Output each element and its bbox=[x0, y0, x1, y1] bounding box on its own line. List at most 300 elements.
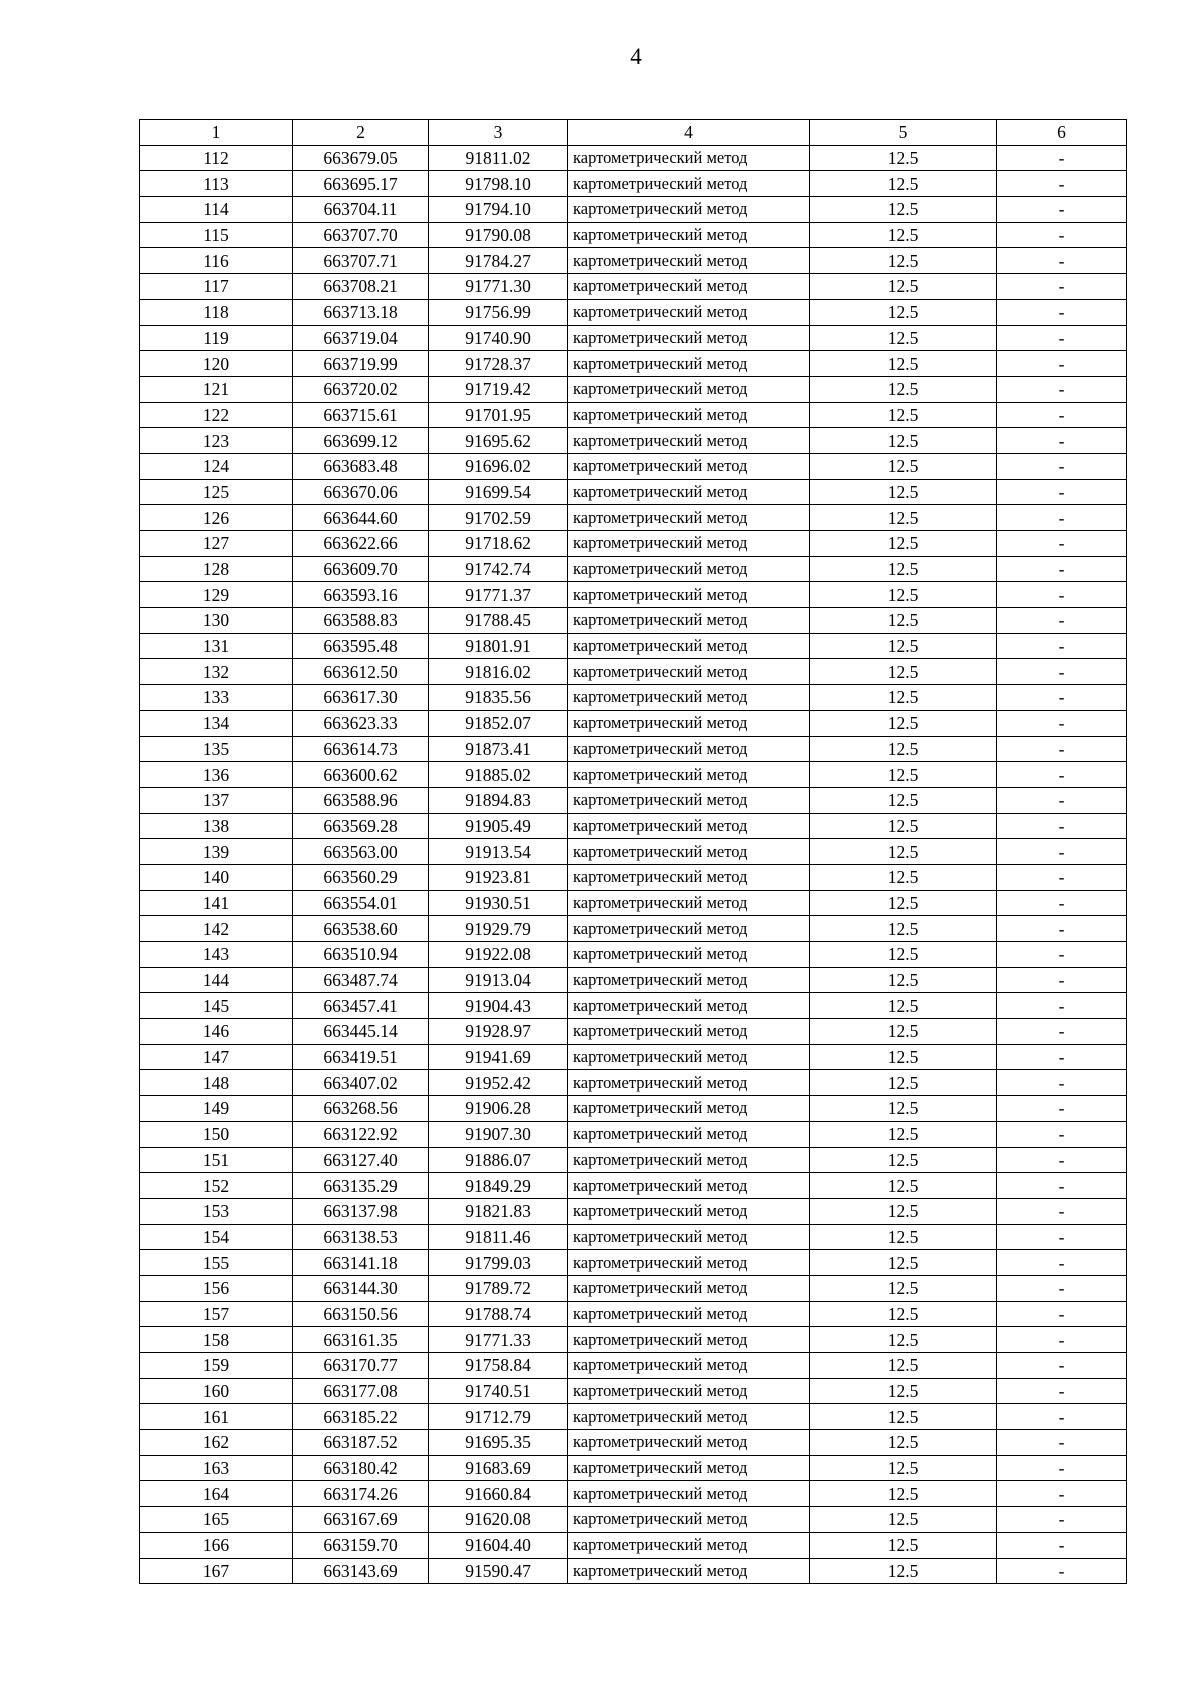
precision-cell: 12.5 bbox=[810, 864, 997, 890]
x-coordinate-cell: 663185.22 bbox=[293, 1404, 429, 1430]
table-header-row bbox=[140, 120, 1127, 146]
column-header: 3 bbox=[429, 120, 568, 146]
point-number-cell: 125 bbox=[140, 479, 293, 505]
precision-cell: 12.5 bbox=[810, 376, 997, 402]
note-cell: - bbox=[997, 1250, 1127, 1276]
y-coordinate-cell: 91695.35 bbox=[429, 1430, 568, 1456]
note-cell: - bbox=[997, 608, 1127, 634]
x-coordinate-cell: 663713.18 bbox=[293, 299, 429, 325]
note-cell: - bbox=[997, 1019, 1127, 1045]
point-number-cell: 140 bbox=[140, 864, 293, 890]
table-row bbox=[140, 942, 1127, 968]
point-number-cell: 164 bbox=[140, 1481, 293, 1507]
table-row bbox=[140, 531, 1127, 557]
method-cell: картометрический метод bbox=[568, 1404, 810, 1430]
precision-cell: 12.5 bbox=[810, 556, 997, 582]
x-coordinate-cell: 663159.70 bbox=[293, 1532, 429, 1558]
x-coordinate-cell: 663167.69 bbox=[293, 1507, 429, 1533]
point-number-cell: 142 bbox=[140, 916, 293, 942]
precision-cell: 12.5 bbox=[810, 145, 997, 171]
y-coordinate-cell: 91790.08 bbox=[429, 222, 568, 248]
table-row bbox=[140, 1532, 1127, 1558]
table-row bbox=[140, 1250, 1127, 1276]
y-coordinate-cell: 91788.74 bbox=[429, 1301, 568, 1327]
y-coordinate-cell: 91798.10 bbox=[429, 171, 568, 197]
precision-cell: 12.5 bbox=[810, 1455, 997, 1481]
x-coordinate-cell: 663135.29 bbox=[293, 1173, 429, 1199]
method-cell: картометрический метод bbox=[568, 222, 810, 248]
method-cell: картометрический метод bbox=[568, 1224, 810, 1250]
note-cell: - bbox=[997, 479, 1127, 505]
precision-cell: 12.5 bbox=[810, 299, 997, 325]
y-coordinate-cell: 91604.40 bbox=[429, 1532, 568, 1558]
precision-cell: 12.5 bbox=[810, 736, 997, 762]
x-coordinate-cell: 663510.94 bbox=[293, 942, 429, 968]
y-coordinate-cell: 91699.54 bbox=[429, 479, 568, 505]
note-cell: - bbox=[997, 710, 1127, 736]
point-number-cell: 144 bbox=[140, 967, 293, 993]
note-cell: - bbox=[997, 1275, 1127, 1301]
precision-cell: 12.5 bbox=[810, 222, 997, 248]
note-cell: - bbox=[997, 1301, 1127, 1327]
table-row bbox=[140, 1198, 1127, 1224]
y-coordinate-cell: 91728.37 bbox=[429, 351, 568, 377]
x-coordinate-cell: 663588.83 bbox=[293, 608, 429, 634]
y-coordinate-cell: 91756.99 bbox=[429, 299, 568, 325]
note-cell: - bbox=[997, 762, 1127, 788]
y-coordinate-cell: 91885.02 bbox=[429, 762, 568, 788]
point-number-cell: 160 bbox=[140, 1378, 293, 1404]
precision-cell: 12.5 bbox=[810, 1224, 997, 1250]
table-row bbox=[140, 736, 1127, 762]
precision-cell: 12.5 bbox=[810, 813, 997, 839]
note-cell: - bbox=[997, 145, 1127, 171]
y-coordinate-cell: 91905.49 bbox=[429, 813, 568, 839]
x-coordinate-cell: 663161.35 bbox=[293, 1327, 429, 1353]
precision-cell: 12.5 bbox=[810, 402, 997, 428]
point-number-cell: 141 bbox=[140, 890, 293, 916]
point-number-cell: 154 bbox=[140, 1224, 293, 1250]
precision-cell: 12.5 bbox=[810, 1070, 997, 1096]
x-coordinate-cell: 663595.48 bbox=[293, 633, 429, 659]
y-coordinate-cell: 91913.04 bbox=[429, 967, 568, 993]
method-cell: картометрический метод bbox=[568, 171, 810, 197]
method-cell: картометрический метод bbox=[568, 248, 810, 274]
method-cell: картометрический метод bbox=[568, 1455, 810, 1481]
point-number-cell: 137 bbox=[140, 787, 293, 813]
note-cell: - bbox=[997, 299, 1127, 325]
method-cell: картометрический метод bbox=[568, 1147, 810, 1173]
method-cell: картометрический метод bbox=[568, 685, 810, 711]
note-cell: - bbox=[997, 736, 1127, 762]
point-number-cell: 151 bbox=[140, 1147, 293, 1173]
column-header: 2 bbox=[293, 120, 429, 146]
precision-cell: 12.5 bbox=[810, 1430, 997, 1456]
table-row bbox=[140, 864, 1127, 890]
method-cell: картометрический метод bbox=[568, 1558, 810, 1584]
point-number-cell: 118 bbox=[140, 299, 293, 325]
note-cell: - bbox=[997, 813, 1127, 839]
point-number-cell: 165 bbox=[140, 1507, 293, 1533]
y-coordinate-cell: 91886.07 bbox=[429, 1147, 568, 1173]
x-coordinate-cell: 663679.05 bbox=[293, 145, 429, 171]
table-row bbox=[140, 787, 1127, 813]
precision-cell: 12.5 bbox=[810, 325, 997, 351]
y-coordinate-cell: 91590.47 bbox=[429, 1558, 568, 1584]
note-cell: - bbox=[997, 248, 1127, 274]
note-cell: - bbox=[997, 1378, 1127, 1404]
x-coordinate-cell: 663170.77 bbox=[293, 1353, 429, 1379]
point-number-cell: 134 bbox=[140, 710, 293, 736]
method-cell: картометрический метод bbox=[568, 1507, 810, 1533]
x-coordinate-cell: 663683.48 bbox=[293, 453, 429, 479]
table-row bbox=[140, 685, 1127, 711]
table-row bbox=[140, 1378, 1127, 1404]
method-cell: картометрический метод bbox=[568, 1301, 810, 1327]
x-coordinate-cell: 663554.01 bbox=[293, 890, 429, 916]
precision-cell: 12.5 bbox=[810, 993, 997, 1019]
method-cell: картометрический метод bbox=[568, 1173, 810, 1199]
precision-cell: 12.5 bbox=[810, 1121, 997, 1147]
method-cell: картометрический метод bbox=[568, 1532, 810, 1558]
y-coordinate-cell: 91719.42 bbox=[429, 376, 568, 402]
y-coordinate-cell: 91794.10 bbox=[429, 197, 568, 223]
x-coordinate-cell: 663180.42 bbox=[293, 1455, 429, 1481]
point-number-cell: 139 bbox=[140, 839, 293, 865]
x-coordinate-cell: 663609.70 bbox=[293, 556, 429, 582]
method-cell: картометрический метод bbox=[568, 428, 810, 454]
point-number-cell: 156 bbox=[140, 1275, 293, 1301]
table-row bbox=[140, 633, 1127, 659]
y-coordinate-cell: 91740.90 bbox=[429, 325, 568, 351]
column-header: 1 bbox=[140, 120, 293, 146]
x-coordinate-cell: 663588.96 bbox=[293, 787, 429, 813]
table-row bbox=[140, 505, 1127, 531]
precision-cell: 12.5 bbox=[810, 479, 997, 505]
y-coordinate-cell: 91701.95 bbox=[429, 402, 568, 428]
point-number-cell: 146 bbox=[140, 1019, 293, 1045]
note-cell: - bbox=[997, 787, 1127, 813]
x-coordinate-cell: 663560.29 bbox=[293, 864, 429, 890]
y-coordinate-cell: 91913.54 bbox=[429, 839, 568, 865]
y-coordinate-cell: 91771.33 bbox=[429, 1327, 568, 1353]
point-number-cell: 167 bbox=[140, 1558, 293, 1584]
precision-cell: 12.5 bbox=[810, 762, 997, 788]
note-cell: - bbox=[997, 531, 1127, 557]
x-coordinate-cell: 663445.14 bbox=[293, 1019, 429, 1045]
table-row bbox=[140, 916, 1127, 942]
method-cell: картометрический метод bbox=[568, 1481, 810, 1507]
table-row bbox=[140, 1430, 1127, 1456]
x-coordinate-cell: 663143.69 bbox=[293, 1558, 429, 1584]
method-cell: картометрический метод bbox=[568, 942, 810, 968]
y-coordinate-cell: 91928.97 bbox=[429, 1019, 568, 1045]
table-row bbox=[140, 1044, 1127, 1070]
point-number-cell: 148 bbox=[140, 1070, 293, 1096]
precision-cell: 12.5 bbox=[810, 1404, 997, 1430]
point-number-cell: 157 bbox=[140, 1301, 293, 1327]
method-cell: картометрический метод bbox=[568, 1121, 810, 1147]
point-number-cell: 150 bbox=[140, 1121, 293, 1147]
method-cell: картометрический метод bbox=[568, 197, 810, 223]
table-row bbox=[140, 479, 1127, 505]
note-cell: - bbox=[997, 274, 1127, 300]
method-cell: картометрический метод bbox=[568, 1430, 810, 1456]
point-number-cell: 162 bbox=[140, 1430, 293, 1456]
point-number-cell: 132 bbox=[140, 659, 293, 685]
note-cell: - bbox=[997, 1121, 1127, 1147]
y-coordinate-cell: 91718.62 bbox=[429, 531, 568, 557]
table-row bbox=[140, 402, 1127, 428]
table-row bbox=[140, 582, 1127, 608]
x-coordinate-cell: 663138.53 bbox=[293, 1224, 429, 1250]
precision-cell: 12.5 bbox=[810, 710, 997, 736]
method-cell: картометрический метод bbox=[568, 633, 810, 659]
note-cell: - bbox=[997, 376, 1127, 402]
note-cell: - bbox=[997, 1173, 1127, 1199]
method-cell: картометрический метод bbox=[568, 1019, 810, 1045]
y-coordinate-cell: 91712.79 bbox=[429, 1404, 568, 1430]
y-coordinate-cell: 91849.29 bbox=[429, 1173, 568, 1199]
note-cell: - bbox=[997, 1532, 1127, 1558]
x-coordinate-cell: 663715.61 bbox=[293, 402, 429, 428]
precision-cell: 12.5 bbox=[810, 685, 997, 711]
point-number-cell: 166 bbox=[140, 1532, 293, 1558]
x-coordinate-cell: 663719.04 bbox=[293, 325, 429, 351]
method-cell: картометрический метод bbox=[568, 890, 810, 916]
point-number-cell: 152 bbox=[140, 1173, 293, 1199]
y-coordinate-cell: 91816.02 bbox=[429, 659, 568, 685]
y-coordinate-cell: 91922.08 bbox=[429, 942, 568, 968]
method-cell: картометрический метод bbox=[568, 479, 810, 505]
table-row bbox=[140, 1301, 1127, 1327]
x-coordinate-cell: 663704.11 bbox=[293, 197, 429, 223]
precision-cell: 12.5 bbox=[810, 351, 997, 377]
y-coordinate-cell: 91930.51 bbox=[429, 890, 568, 916]
note-cell: - bbox=[997, 1224, 1127, 1250]
method-cell: картометрический метод bbox=[568, 916, 810, 942]
y-coordinate-cell: 91784.27 bbox=[429, 248, 568, 274]
note-cell: - bbox=[997, 402, 1127, 428]
x-coordinate-cell: 663187.52 bbox=[293, 1430, 429, 1456]
table-row bbox=[140, 197, 1127, 223]
precision-cell: 12.5 bbox=[810, 890, 997, 916]
point-number-cell: 143 bbox=[140, 942, 293, 968]
method-cell: картометрический метод bbox=[568, 762, 810, 788]
point-number-cell: 159 bbox=[140, 1353, 293, 1379]
table-row bbox=[140, 890, 1127, 916]
x-coordinate-cell: 663707.70 bbox=[293, 222, 429, 248]
precision-cell: 12.5 bbox=[810, 171, 997, 197]
y-coordinate-cell: 91788.45 bbox=[429, 608, 568, 634]
precision-cell: 12.5 bbox=[810, 428, 997, 454]
point-number-cell: 117 bbox=[140, 274, 293, 300]
x-coordinate-cell: 663622.66 bbox=[293, 531, 429, 557]
precision-cell: 12.5 bbox=[810, 1173, 997, 1199]
y-coordinate-cell: 91683.69 bbox=[429, 1455, 568, 1481]
x-coordinate-cell: 663127.40 bbox=[293, 1147, 429, 1173]
note-cell: - bbox=[997, 839, 1127, 865]
method-cell: картометрический метод bbox=[568, 864, 810, 890]
method-cell: картометрический метод bbox=[568, 556, 810, 582]
y-coordinate-cell: 91789.72 bbox=[429, 1275, 568, 1301]
note-cell: - bbox=[997, 1147, 1127, 1173]
precision-cell: 12.5 bbox=[810, 1198, 997, 1224]
note-cell: - bbox=[997, 197, 1127, 223]
table-row bbox=[140, 1455, 1127, 1481]
method-cell: картометрический метод bbox=[568, 813, 810, 839]
method-cell: картометрический метод bbox=[568, 1275, 810, 1301]
table-row bbox=[140, 248, 1127, 274]
y-coordinate-cell: 91821.83 bbox=[429, 1198, 568, 1224]
point-number-cell: 128 bbox=[140, 556, 293, 582]
x-coordinate-cell: 663487.74 bbox=[293, 967, 429, 993]
precision-cell: 12.5 bbox=[810, 531, 997, 557]
x-coordinate-cell: 663719.99 bbox=[293, 351, 429, 377]
x-coordinate-cell: 663457.41 bbox=[293, 993, 429, 1019]
note-cell: - bbox=[997, 1430, 1127, 1456]
x-coordinate-cell: 663419.51 bbox=[293, 1044, 429, 1070]
method-cell: картометрический метод bbox=[568, 839, 810, 865]
x-coordinate-cell: 663670.06 bbox=[293, 479, 429, 505]
table-row bbox=[140, 325, 1127, 351]
y-coordinate-cell: 91771.37 bbox=[429, 582, 568, 608]
x-coordinate-cell: 663600.62 bbox=[293, 762, 429, 788]
method-cell: картометрический метод bbox=[568, 299, 810, 325]
note-cell: - bbox=[997, 582, 1127, 608]
table-row bbox=[140, 1121, 1127, 1147]
y-coordinate-cell: 91894.83 bbox=[429, 787, 568, 813]
precision-cell: 12.5 bbox=[810, 582, 997, 608]
note-cell: - bbox=[997, 1327, 1127, 1353]
note-cell: - bbox=[997, 1070, 1127, 1096]
y-coordinate-cell: 91923.81 bbox=[429, 864, 568, 890]
method-cell: картометрический метод bbox=[568, 1327, 810, 1353]
method-cell: картометрический метод bbox=[568, 402, 810, 428]
table-body bbox=[140, 145, 1127, 1584]
precision-cell: 12.5 bbox=[810, 1019, 997, 1045]
y-coordinate-cell: 91695.62 bbox=[429, 428, 568, 454]
method-cell: картометрический метод bbox=[568, 145, 810, 171]
y-coordinate-cell: 91941.69 bbox=[429, 1044, 568, 1070]
note-cell: - bbox=[997, 222, 1127, 248]
table-row bbox=[140, 762, 1127, 788]
note-cell: - bbox=[997, 633, 1127, 659]
x-coordinate-cell: 663538.60 bbox=[293, 916, 429, 942]
column-header: 5 bbox=[810, 120, 997, 146]
method-cell: картометрический метод bbox=[568, 993, 810, 1019]
table-row bbox=[140, 556, 1127, 582]
point-number-cell: 123 bbox=[140, 428, 293, 454]
note-cell: - bbox=[997, 993, 1127, 1019]
x-coordinate-cell: 663137.98 bbox=[293, 1198, 429, 1224]
method-cell: картометрический метод bbox=[568, 1250, 810, 1276]
precision-cell: 12.5 bbox=[810, 1481, 997, 1507]
table-row bbox=[140, 608, 1127, 634]
x-coordinate-cell: 663614.73 bbox=[293, 736, 429, 762]
precision-cell: 12.5 bbox=[810, 1301, 997, 1327]
table-row bbox=[140, 376, 1127, 402]
note-cell: - bbox=[997, 171, 1127, 197]
point-number-cell: 121 bbox=[140, 376, 293, 402]
precision-cell: 12.5 bbox=[810, 453, 997, 479]
table-row bbox=[140, 222, 1127, 248]
method-cell: картометрический метод bbox=[568, 787, 810, 813]
y-coordinate-cell: 91740.51 bbox=[429, 1378, 568, 1404]
table-row bbox=[140, 351, 1127, 377]
precision-cell: 12.5 bbox=[810, 916, 997, 942]
y-coordinate-cell: 91835.56 bbox=[429, 685, 568, 711]
method-cell: картометрический метод bbox=[568, 505, 810, 531]
note-cell: - bbox=[997, 556, 1127, 582]
method-cell: картометрический метод bbox=[568, 608, 810, 634]
x-coordinate-cell: 663708.21 bbox=[293, 274, 429, 300]
table-row bbox=[140, 428, 1127, 454]
y-coordinate-cell: 91873.41 bbox=[429, 736, 568, 762]
note-cell: - bbox=[997, 428, 1127, 454]
x-coordinate-cell: 663177.08 bbox=[293, 1378, 429, 1404]
note-cell: - bbox=[997, 1558, 1127, 1584]
method-cell: картометрический метод bbox=[568, 1070, 810, 1096]
precision-cell: 12.5 bbox=[810, 1327, 997, 1353]
table-row bbox=[140, 453, 1127, 479]
method-cell: картометрический метод bbox=[568, 736, 810, 762]
x-coordinate-cell: 663720.02 bbox=[293, 376, 429, 402]
precision-cell: 12.5 bbox=[810, 608, 997, 634]
y-coordinate-cell: 91929.79 bbox=[429, 916, 568, 942]
point-number-cell: 116 bbox=[140, 248, 293, 274]
table-row bbox=[140, 1275, 1127, 1301]
x-coordinate-cell: 663141.18 bbox=[293, 1250, 429, 1276]
x-coordinate-cell: 663644.60 bbox=[293, 505, 429, 531]
method-cell: картометрический метод bbox=[568, 325, 810, 351]
note-cell: - bbox=[997, 1481, 1127, 1507]
note-cell: - bbox=[997, 1353, 1127, 1379]
note-cell: - bbox=[997, 967, 1127, 993]
table-row bbox=[140, 993, 1127, 1019]
precision-cell: 12.5 bbox=[810, 248, 997, 274]
y-coordinate-cell: 91758.84 bbox=[429, 1353, 568, 1379]
x-coordinate-cell: 663695.17 bbox=[293, 171, 429, 197]
x-coordinate-cell: 663699.12 bbox=[293, 428, 429, 454]
x-coordinate-cell: 663268.56 bbox=[293, 1096, 429, 1122]
y-coordinate-cell: 91660.84 bbox=[429, 1481, 568, 1507]
point-number-cell: 130 bbox=[140, 608, 293, 634]
precision-cell: 12.5 bbox=[810, 505, 997, 531]
point-number-cell: 158 bbox=[140, 1327, 293, 1353]
table-row bbox=[140, 1096, 1127, 1122]
note-cell: - bbox=[997, 1404, 1127, 1430]
precision-cell: 12.5 bbox=[810, 967, 997, 993]
point-number-cell: 153 bbox=[140, 1198, 293, 1224]
table-row bbox=[140, 1404, 1127, 1430]
precision-cell: 12.5 bbox=[810, 1096, 997, 1122]
point-number-cell: 145 bbox=[140, 993, 293, 1019]
y-coordinate-cell: 91801.91 bbox=[429, 633, 568, 659]
point-number-cell: 119 bbox=[140, 325, 293, 351]
point-number-cell: 113 bbox=[140, 171, 293, 197]
point-number-cell: 126 bbox=[140, 505, 293, 531]
precision-cell: 12.5 bbox=[810, 839, 997, 865]
table-row bbox=[140, 1558, 1127, 1584]
precision-cell: 12.5 bbox=[810, 1353, 997, 1379]
x-coordinate-cell: 663150.56 bbox=[293, 1301, 429, 1327]
precision-cell: 12.5 bbox=[810, 1558, 997, 1584]
point-number-cell: 136 bbox=[140, 762, 293, 788]
table-row bbox=[140, 1481, 1127, 1507]
y-coordinate-cell: 91742.74 bbox=[429, 556, 568, 582]
precision-cell: 12.5 bbox=[810, 633, 997, 659]
